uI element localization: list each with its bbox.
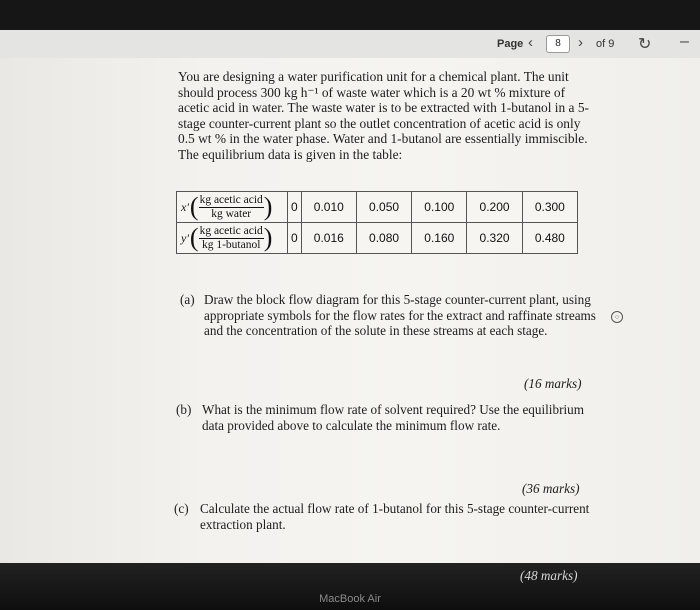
question-a-marks: (16 marks) [524,376,582,391]
table-row [177,192,578,223]
page-label: Page [497,38,524,50]
question-c-marks: (48 marks) [520,568,578,583]
table-cell: 0.016 [301,223,356,254]
table-cell: 0.100 [412,192,467,223]
reload-icon[interactable]: ↻ [638,36,652,53]
page-number-input[interactable]: 8 [546,35,570,53]
screen-bottom-bezel [0,563,700,610]
x-numerator: kg acetic acid [199,193,263,206]
question-a-text: Draw the block flow diagram for this 5-stage counter-current plant, using appropriate symbols for the flow rates for the extract and raffinate streams and the concentration of the solute in these streams at each stage. [204,292,596,339]
table-cell: 0 [288,223,302,254]
question-b-label: (b) [176,402,192,417]
minus-icon[interactable]: – [680,33,689,50]
table-cell: 0.480 [522,223,577,254]
pointer-icon: ○ [611,311,623,323]
x-symbol: x' [181,199,189,214]
chevron-right-icon[interactable]: › [578,34,583,51]
y-numerator: kg acetic acid [199,224,263,237]
table-cell: 0.200 [467,192,522,223]
table-cell: 0.160 [412,223,467,254]
chevron-left-icon[interactable]: ‹ [528,34,533,51]
question-c [174,501,598,532]
pdf-toolbar [0,30,700,59]
question-a [180,292,600,339]
row-header-x: x' ( $\frac{\text{kg acetic acid}}{\text{kg water}}$ ) [177,192,288,223]
document-page [0,58,700,563]
table-cell: 0.050 [356,192,411,223]
table-cell: 0.320 [467,223,522,254]
page-count-label: of 9 [596,38,615,50]
row-header-y: y' ( $\frac{\text{kg acetic acid}}{\text{kg 1-butanol}}$ ) [177,223,288,254]
table-cell: 0 [288,192,302,223]
problem-intro: You are designing a water purification unit for a chemical plant. The unit should process 300 kg h⁻¹ of waste water which is a 20 wt % mixture of acetic acid in water. The waste water is to be extracted with 1-butanol in a 5-stage counter-current plant so the outlet concentration of acetic acid is only 0.5 wt % in the water phase. Water and 1-butanol are essentially immiscible. The equilibrium data is given in the table: [178,69,589,162]
question-c-text: Calculate the actual flow rate of 1-butanol for this 5-stage counter-current extraction plant. [200,501,590,532]
equilibrium-table [176,191,578,254]
question-b [176,402,596,433]
table-cell: 0.300 [522,192,577,223]
y-denominator: kg 1-butanol [201,238,261,251]
question-b-text: What is the minimum flow rate of solvent required? Use the equilibrium data provided above to calculate the minimum flow rate. [202,402,584,433]
question-c-label: (c) [174,501,189,516]
bezel-label: MacBook Air [319,593,381,605]
table-row [177,223,578,254]
table-cell: 0.080 [356,223,411,254]
screen-top-bezel [0,0,700,30]
x-denominator: kg water [211,207,252,220]
y-symbol: y' [181,230,189,245]
question-b-marks: (36 marks) [522,481,580,496]
table-cell: 0.010 [301,192,356,223]
question-a-label: (a) [180,292,195,307]
